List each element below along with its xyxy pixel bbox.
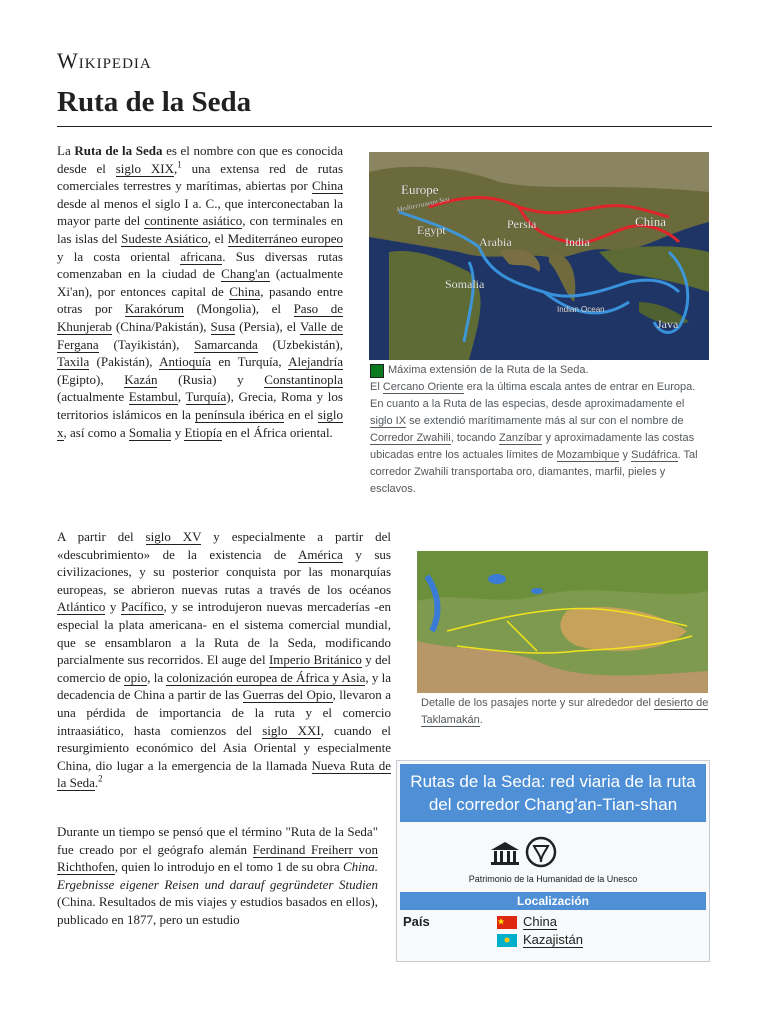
inline-link[interactable]: siglo IX: [370, 415, 407, 427]
text-run: (actualmente: [57, 389, 129, 405]
inline-link[interactable]: Cercano Oriente: [382, 381, 464, 393]
text-run: , el: [207, 230, 228, 246]
taklamakan-map[interactable]: [417, 551, 708, 693]
text-run: (Persia), el: [235, 318, 300, 334]
inline-link[interactable]: Nueva Ruta de la Seda: [57, 757, 391, 791]
inline-link[interactable]: Paso de Khunjerab: [57, 301, 343, 334]
text-run: es el nombre con que es conocida desde el: [57, 143, 343, 176]
text-run: El: [370, 381, 383, 393]
text-run: (Mongolia), el: [183, 301, 294, 317]
text-run: , y se introdujeron nuevas mercaderías -en especial la plata americana- en el sistema comercial mundial, que se ensamblaron a la Ruta de la Seda, modificando parcialmente sus recorridos. El auge del: [57, 599, 391, 668]
text-run: se extendió marítimamente más al sur con el nombre de: [406, 415, 684, 427]
legend-text: Máxima extensión de la Ruta de la Seda.: [388, 364, 589, 376]
text-run: Durante un tiempo se pensó que el término "Ruta de la Seda" fue creado por el geógrafo alemán: [57, 824, 378, 857]
silk-road-map[interactable]: [369, 152, 709, 360]
reference-link[interactable]: 2: [98, 773, 103, 784]
inline-link[interactable]: península ibérica: [194, 406, 285, 422]
infobox-country-row: [397, 910, 709, 954]
text-run: .: [94, 775, 99, 791]
inline-link[interactable]: Corredor Zwahili: [370, 432, 451, 444]
inline-link[interactable]: Zanzíbar: [499, 432, 543, 444]
wikipedia-logo[interactable]: Wikipedia: [57, 48, 152, 73]
map-label-med: Mediterranean Sea: [395, 194, 451, 214]
text-run: (Pakistán),: [89, 354, 160, 370]
infobox-title: Rutas de la Seda: red viaria de la ruta del corredor Chang'an-Tian-shan: [400, 764, 706, 822]
inline-link[interactable]: siglo XV: [145, 529, 202, 544]
china-flag-icon: [497, 916, 517, 929]
country-kazakhstan[interactable]: [497, 932, 583, 948]
reference-link[interactable]: 1: [177, 159, 182, 170]
map-label-india: India: [565, 235, 590, 249]
text-run: y aproximadamente las costas ubicadas entre los actuales límites de: [370, 432, 695, 461]
text-run: , así como a: [63, 424, 129, 440]
unesco-temple-icon: [489, 840, 521, 866]
inline-link[interactable]: Taxila: [57, 354, 90, 370]
text-run: ,: [174, 160, 178, 176]
inline-link[interactable]: africana: [180, 248, 223, 264]
text-run: desde al menos el siglo I a. C., que interconectaban la mayor parte del: [57, 195, 343, 229]
inline-link[interactable]: siglo XXI: [262, 722, 321, 738]
paragraph-intro: [57, 142, 343, 441]
text-run: en Turquía,: [211, 354, 289, 370]
text-run: .: [479, 714, 483, 726]
infobox-country-label: País: [403, 914, 430, 929]
inline-link[interactable]: Sudáfrica: [631, 449, 678, 461]
inline-link[interactable]: siglo XIX: [115, 160, 174, 176]
inline-link[interactable]: Ferdinand Freiherr von Richthofen: [57, 841, 378, 875]
silk-road-map-graphic: [369, 152, 709, 360]
map-label-china: China: [635, 214, 667, 229]
inline-link[interactable]: Somalia: [128, 424, 172, 440]
text-run: , quien lo introdujo en el tomo 1 de su obra: [114, 859, 343, 875]
inline-link[interactable]: Estambul: [128, 389, 178, 405]
text-run: ,: [177, 389, 186, 405]
text-run: y del comercio de: [57, 652, 391, 685]
infobox-heritage-label: Patrimonio de la Humanidad de la Unesco: [468, 874, 638, 884]
inline-link[interactable]: Etiopía: [184, 424, 222, 440]
text-run: , llevaron a una pérdida de importancia de la ruta y el comercio intraasiático, hasta comienzos del: [57, 687, 391, 738]
inline-link[interactable]: Antioquía: [159, 354, 212, 370]
inline-link[interactable]: Susa: [210, 318, 236, 334]
text-run: en el África oriental.: [222, 424, 333, 440]
infobox-location-header: Localización: [400, 892, 706, 910]
inline-link[interactable]: Atlántico: [57, 599, 106, 615]
page-title: Ruta de la Seda: [57, 86, 252, 118]
text-run: una extensa red de rutas comerciales terrestres y marítimas, abiertas por: [57, 160, 344, 194]
inline-link[interactable]: Imperio Británico: [268, 652, 362, 668]
map-label-java: Java: [657, 317, 679, 331]
inline-link[interactable]: América: [298, 546, 343, 562]
text-run: A partir del: [57, 529, 146, 544]
inline-link[interactable]: China: [311, 178, 343, 194]
text-run: y la costa oriental: [57, 248, 181, 264]
legend-swatch: [370, 364, 384, 378]
text-run: , la: [147, 669, 167, 685]
text-run: , con terminales en las islas del: [57, 213, 344, 246]
text-run: , tocando: [450, 432, 500, 444]
text-run: La: [57, 143, 75, 158]
text-run: . Sus diversas rutas comenzaban en la ciudad de: [57, 248, 343, 282]
text-run: (Uzbekistán),: [257, 336, 343, 352]
text-run: y sus civilizaciones, y su posterior conquista por las monarquías europeas, se abrieron nuevas rutas a través de los océanos: [57, 546, 391, 597]
inline-link[interactable]: Kazán: [124, 371, 158, 387]
inline-link[interactable]: continente asiático: [144, 213, 243, 229]
inline-link[interactable]: Pacífico: [120, 599, 164, 615]
inline-link[interactable]: Karakórum: [124, 301, 184, 317]
inline-link[interactable]: siglo x: [57, 406, 343, 440]
inline-link[interactable]: desierto de Taklamakán: [421, 697, 709, 726]
text-run: . Tal corredor Zwahili transportaba oro, diamantes, marfil, pieles y esclavos.: [370, 449, 698, 495]
inline-link[interactable]: Valle de Fergana: [57, 318, 343, 352]
text-run: , cuando el resurgimiento económico del Asia Oriental y especialmente China, dio lugar a la emergencia de la llamada: [57, 722, 392, 773]
text-run: , y la decadencia de China a partir de las: [57, 669, 392, 703]
inline-link[interactable]: colonización europea de África y Asia: [166, 669, 366, 685]
map-label-egypt: Egypt: [417, 223, 446, 237]
unesco-emblems: [397, 822, 709, 892]
inline-link[interactable]: Samarcanda: [194, 336, 258, 352]
title-divider: [57, 126, 712, 127]
kazakhstan-flag-icon: [497, 934, 517, 947]
text-run: y: [171, 424, 185, 440]
inline-link[interactable]: opio: [124, 669, 148, 685]
text-run: era la última escala antes de entrar en Europa. En cuanto a la Ruta de las especias, desde aproximadamente el: [370, 381, 696, 410]
country-china[interactable]: [497, 914, 557, 930]
bold-term: Ruta de la Seda: [74, 143, 163, 158]
text-run: (Tayikistán),: [98, 336, 195, 352]
map-label-ocean: Indian Ocean: [557, 305, 605, 314]
country-china-label[interactable]: China: [523, 914, 557, 929]
inline-link[interactable]: Chang'an: [221, 266, 270, 282]
text-run: (China. Resultados de mis viajes y estudios basados en ellos), publicado en 1877, pero un estudio: [57, 894, 378, 927]
text-run: , pasando entre otras por: [57, 283, 343, 317]
text-run: y: [619, 449, 632, 461]
map-label-arabia: Arabia: [479, 235, 512, 249]
map-label-europe: Europe: [401, 182, 439, 197]
text-run: y: [105, 599, 121, 615]
inline-link[interactable]: Alejandría: [288, 354, 344, 370]
country-kazakhstan-label[interactable]: Kazajistán: [523, 932, 583, 947]
inline-link[interactable]: Turquía: [185, 389, 227, 405]
map1-caption-text: [370, 379, 706, 498]
text-run: Detalle de los pasajes norte y sur alrededor del: [421, 697, 654, 709]
world-heritage-emblem-icon: [525, 836, 557, 868]
taklamakan-map-graphic: [417, 551, 708, 693]
text-run: (Rusia) y: [157, 371, 265, 387]
inline-link[interactable]: China: [229, 283, 261, 299]
map-label-somalia: Somalia: [445, 277, 485, 291]
text-run: ), Grecia, Roma y los territorios islámicos en la: [57, 389, 343, 422]
infobox: [396, 760, 710, 962]
italic-text: China. Ergebnisse eigener Reisen und darauf gegründeter Studien: [57, 859, 378, 892]
inline-link[interactable]: Constantinopla: [264, 371, 343, 387]
map1-caption: [370, 362, 706, 498]
inline-link[interactable]: Mediterráneo europeo: [227, 230, 344, 246]
map-label-persia: Persia: [507, 217, 537, 231]
text-run: y especialmente a partir del «descubrimiento» de la existencia de: [57, 529, 391, 562]
text-run: (actualmente Xi'an), por entonces capital de: [57, 266, 343, 299]
paragraph-modern: [57, 528, 391, 792]
text-run: (Egipto),: [57, 371, 125, 387]
text-run: (China/Pakistán),: [111, 318, 211, 334]
text-run: en el: [284, 406, 318, 422]
inline-link[interactable]: Guerras del Opio: [242, 687, 333, 703]
paragraph-term: [57, 823, 378, 929]
inline-link[interactable]: Mozambique: [556, 449, 620, 461]
inline-link[interactable]: Sudeste Asiático: [121, 230, 208, 246]
map2-caption: [421, 695, 711, 729]
